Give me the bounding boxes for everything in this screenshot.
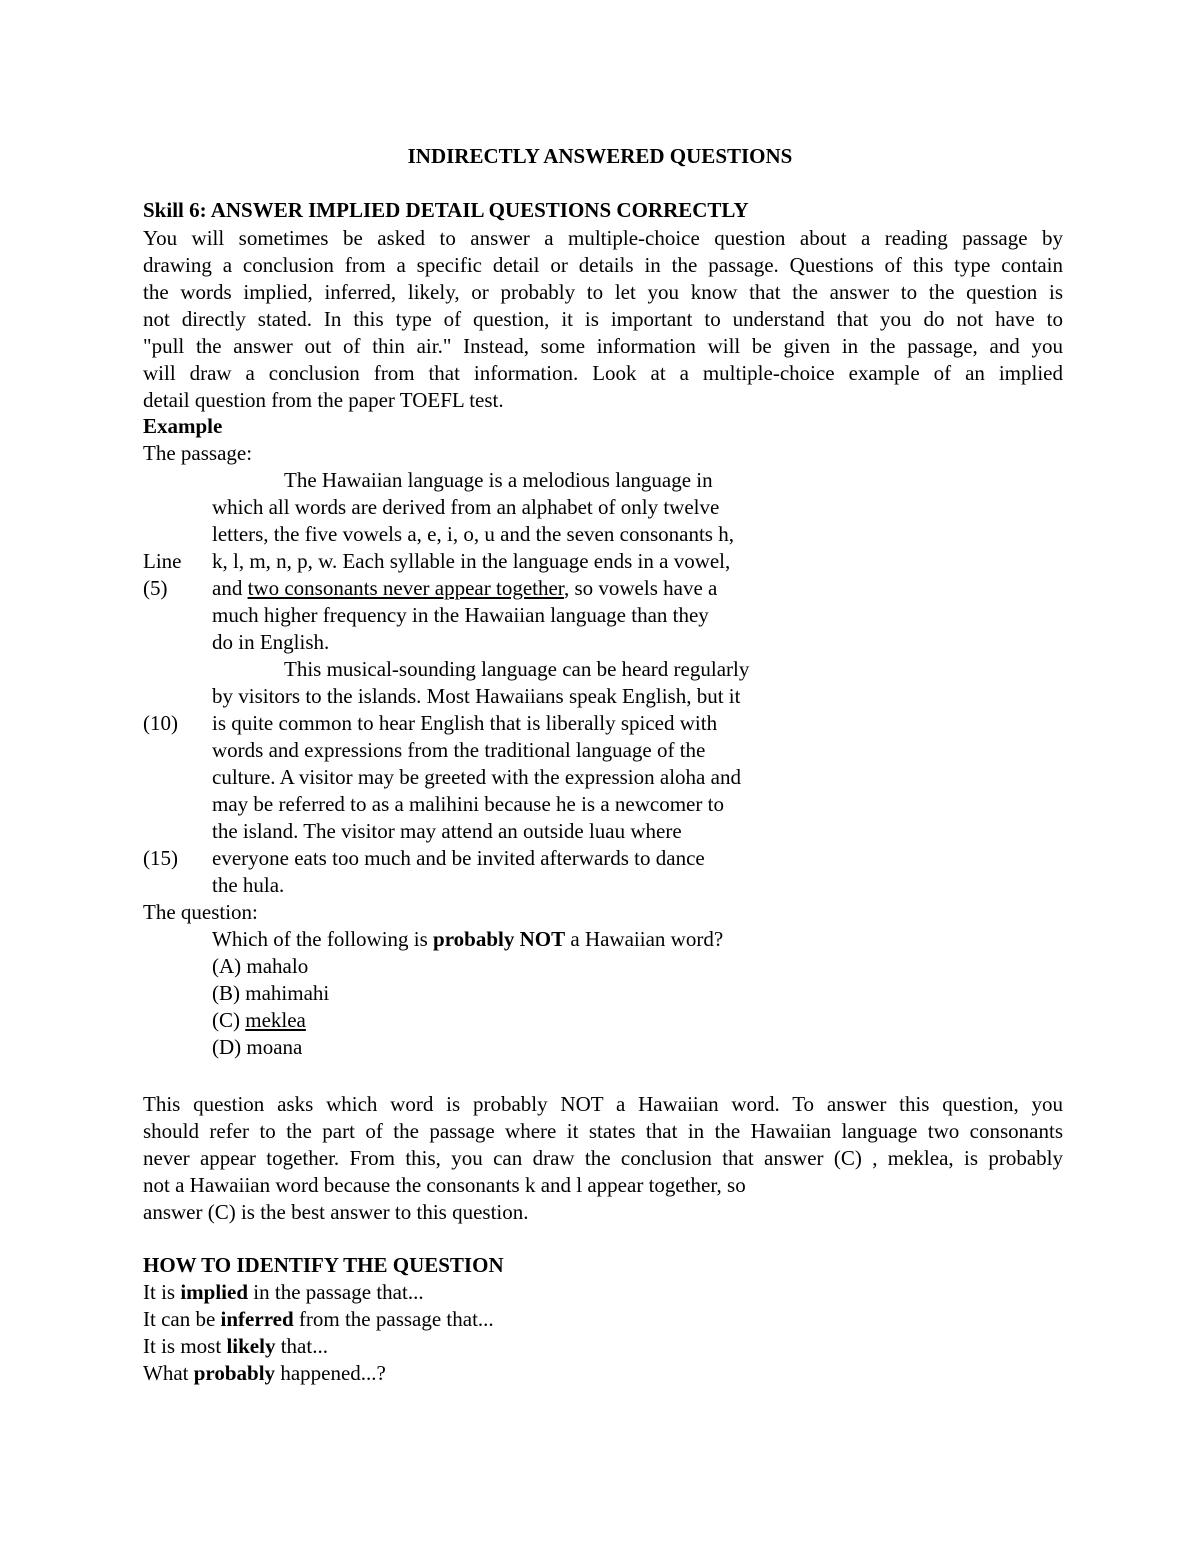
line-marker-15: (15) bbox=[143, 846, 178, 870]
passage-line: which all words are derived from an alphabet of only twelve bbox=[212, 495, 720, 519]
item-text: happened...? bbox=[280, 1361, 386, 1385]
stem-text: Which of the following is bbox=[212, 927, 428, 951]
option-d bbox=[212, 1034, 302, 1061]
example-label: Example bbox=[143, 414, 223, 438]
passage-text: , so vowels have a bbox=[563, 576, 718, 600]
passage-line: k, l, m, n, p, w. Each syllable in the language ends in a vowel, bbox=[212, 549, 731, 573]
option-letter: (A) bbox=[212, 954, 242, 978]
option-text-correct: meklea bbox=[245, 1008, 306, 1032]
option-letter: (B) bbox=[212, 981, 240, 1005]
item-text: It is most bbox=[143, 1334, 222, 1358]
passage-line bbox=[212, 575, 717, 602]
identify-item bbox=[143, 1333, 1063, 1360]
passage-line: everyone eats too much and be invited afterwards to dance bbox=[212, 846, 705, 870]
question-stem bbox=[212, 926, 723, 953]
line-label: Line bbox=[143, 549, 182, 573]
question-label: The question: bbox=[143, 900, 258, 924]
intro-line: You will sometimes be asked to answer a multiple-choice question about a reading passage by bbox=[143, 226, 1063, 250]
passage-line: The Hawaiian language is a melodious language in bbox=[284, 468, 713, 492]
option-text: moana bbox=[246, 1035, 303, 1059]
explanation-paragraph bbox=[143, 1091, 1063, 1226]
identify-item bbox=[143, 1279, 1063, 1306]
item-keyword: probably bbox=[193, 1361, 276, 1385]
explanation-line: never appear together. From this, you can draw the conclusion that answer (C) , meklea, is probably bbox=[143, 1146, 1063, 1170]
line-marker-5: (5) bbox=[143, 576, 168, 600]
explanation-line: should refer to the part of the passage where it states that in the Hawaiian language two consonants bbox=[143, 1119, 1063, 1143]
option-b bbox=[212, 980, 329, 1007]
passage-label: The passage: bbox=[143, 441, 253, 465]
underlined-phrase: two consonants never appear together bbox=[247, 576, 564, 600]
stem-text: a Hawaiian word? bbox=[570, 927, 724, 951]
item-text: in the passage that... bbox=[253, 1280, 424, 1304]
passage-line: may be referred to as a malihini because he is a newcomer to bbox=[212, 792, 724, 816]
line-marker-10: (10) bbox=[143, 711, 178, 735]
option-letter: (C) bbox=[212, 1008, 240, 1032]
item-text: It is bbox=[143, 1280, 176, 1304]
explanation-line: answer (C) is the best answer to this question. bbox=[143, 1200, 529, 1224]
passage-line: is quite common to hear English that is liberally spiced with bbox=[212, 711, 718, 735]
passage-line: the island. The visitor may attend an outside luau where bbox=[212, 819, 682, 843]
explanation-line: not a Hawaiian word because the consonants k and l appear together, so bbox=[143, 1173, 746, 1197]
passage-line: the hula. bbox=[212, 873, 285, 897]
identify-item bbox=[143, 1360, 1063, 1387]
passage-line: culture. A visitor may be greeted with the expression aloha and bbox=[212, 765, 741, 789]
intro-line: "pull the answer out of thin air." Instead, some information will be given in the passage, and you bbox=[143, 334, 1063, 358]
passage-line: words and expressions from the traditional language of the bbox=[212, 738, 706, 762]
intro-paragraph bbox=[143, 225, 1063, 414]
stem-emphasis: probably NOT bbox=[433, 927, 566, 951]
item-keyword: inferred bbox=[220, 1307, 294, 1331]
intro-line: the words implied, inferred, likely, or probably to let you know that the answer to the question is bbox=[143, 280, 1063, 304]
intro-line: will draw a conclusion from that information. Look at a multiple-choice example of an implied bbox=[143, 361, 1063, 385]
intro-line: detail question from the paper TOEFL test. bbox=[143, 388, 504, 412]
passage-line: This musical-sounding language can be heard regularly bbox=[284, 657, 750, 681]
identify-item bbox=[143, 1306, 1063, 1333]
skill-heading: Skill 6: ANSWER IMPLIED DETAIL QUESTIONS CORRECTLY bbox=[143, 198, 749, 222]
intro-line: not directly stated. In this type of question, it is important to understand that you do not have to bbox=[143, 307, 1063, 331]
item-text: that... bbox=[280, 1334, 328, 1358]
option-c bbox=[212, 1007, 306, 1034]
option-a bbox=[212, 953, 308, 980]
passage-line: do in English. bbox=[212, 630, 330, 654]
explanation-line: This question asks which word is probably NOT a Hawaiian word. To answer this question, you bbox=[143, 1092, 1063, 1116]
intro-line: drawing a conclusion from a specific detail or details in the passage. Questions of this type contain bbox=[143, 253, 1063, 277]
option-text: mahimahi bbox=[245, 981, 330, 1005]
item-text: It can be bbox=[143, 1307, 216, 1331]
passage-line: by visitors to the islands. Most Hawaiians speak English, but it bbox=[212, 684, 741, 708]
item-keyword: likely bbox=[226, 1334, 276, 1358]
identify-heading: HOW TO IDENTIFY THE QUESTION bbox=[143, 1253, 504, 1277]
item-text: What bbox=[143, 1361, 189, 1385]
passage-line: much higher frequency in the Hawaiian language than they bbox=[212, 603, 709, 627]
option-letter: (D) bbox=[212, 1035, 242, 1059]
page-title: INDIRECTLY ANSWERED QUESTIONS bbox=[407, 144, 793, 168]
item-text: from the passage that... bbox=[298, 1307, 494, 1331]
item-keyword: implied bbox=[180, 1280, 249, 1304]
passage-line: letters, the five vowels a, e, i, o, u and the seven consonants h, bbox=[212, 522, 734, 546]
option-text: mahalo bbox=[246, 954, 309, 978]
passage-text: and bbox=[212, 576, 243, 600]
